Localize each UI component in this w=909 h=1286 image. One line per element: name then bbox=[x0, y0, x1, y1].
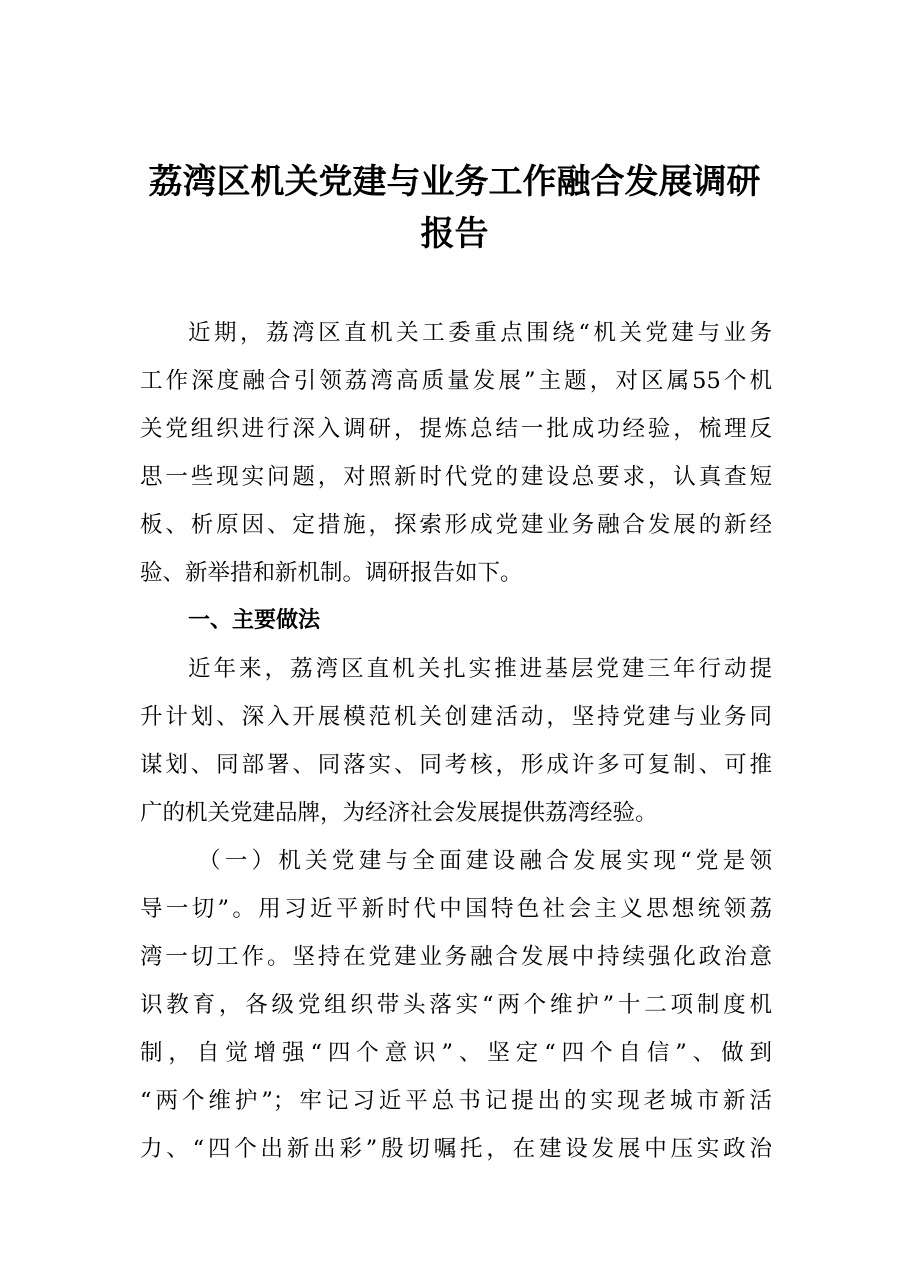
paragraph-1-line: 验、新举措和新机制。调研报告如下。 bbox=[140, 560, 523, 586]
paragraph-2-line: 谋划、同部署、同落实、同考核，形成许多可复制、可推 bbox=[140, 752, 772, 778]
document-title-line-2: 报告 bbox=[420, 214, 489, 254]
paragraph-3-line: （一）机关党建与全面建设融合发展实现“党是领 bbox=[198, 848, 772, 874]
paragraph-3-line: “两个维护”；牢记习近平总书记提出的实现老城市新活 bbox=[140, 1088, 772, 1114]
paragraph-1-line: 板、析原因、定措施，探索形成党建业务融合发展的新经 bbox=[140, 512, 772, 538]
paragraph-1-line: 近期，荔湾区直机关工委重点围绕“机关党建与业务 bbox=[188, 320, 772, 346]
section-heading: 一、主要做法 bbox=[188, 608, 321, 633]
paragraph-3-line: 湾一切工作。坚持在党建业务融合发展中持续强化政治意 bbox=[140, 944, 772, 970]
paragraph-2-line: 升计划、深入开展模范机关创建活动，坚持党建与业务同 bbox=[140, 704, 772, 730]
paragraph-3-line: 力、“四个出新出彩”殷切嘱托，在建设发展中压实政治 bbox=[140, 1136, 772, 1162]
paragraph-2-line: 近年来，荔湾区直机关扎实推进基层党建三年行动提 bbox=[188, 656, 772, 682]
paragraph-3-line: 导一切”。用习近平新时代中国特色社会主义思想统领荔 bbox=[140, 896, 772, 922]
paragraph-3-line: 制，自觉增强“四个意识”、坚定“四个自信”、做到 bbox=[140, 1040, 772, 1066]
paragraph-1-line: 关党组织进行深入调研，提炼总结一批成功经验，梳理反 bbox=[140, 416, 772, 442]
paragraph-1-line: 思一些现实问题，对照新时代党的建设总要求，认真查短 bbox=[140, 464, 772, 490]
document-title-line-1: 荔湾区机关党建与业务工作融合发展调研 bbox=[148, 162, 761, 202]
paragraph-3-line: 识教育，各级党组织带头落实“两个维护”十二项制度机 bbox=[140, 992, 772, 1018]
paragraph-2-line: 广的机关党建品牌，为经济社会发展提供荔湾经验。 bbox=[140, 800, 658, 826]
paragraph-1-line: 工作深度融合引领荔湾高质量发展”主题，对区属55个机 bbox=[140, 368, 772, 394]
